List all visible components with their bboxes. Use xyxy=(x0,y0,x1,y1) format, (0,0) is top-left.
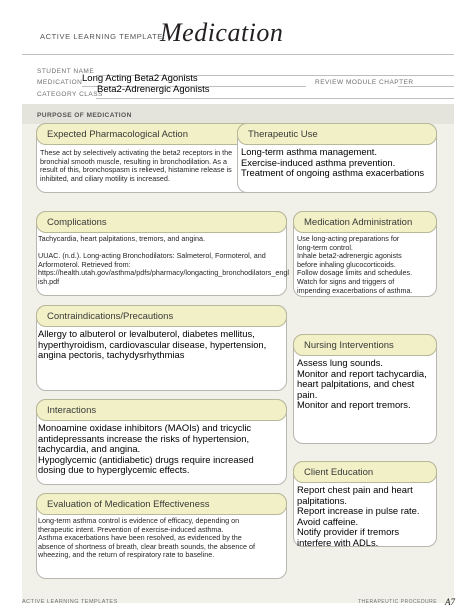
expected-action-title: Expected Pharmacological Action xyxy=(36,123,267,145)
category-class-label: CATEGORY CLASS xyxy=(37,91,103,98)
footer-left: ACTIVE LEARNING TEMPLATES xyxy=(22,599,118,605)
education-title: Client Education xyxy=(293,461,437,483)
administration-title: Medication Administration xyxy=(293,211,437,233)
nursing-title: Nursing Interventions xyxy=(293,334,437,356)
purpose-title: PURPOSE OF MEDICATION xyxy=(37,112,132,119)
contraindications-text[interactable]: Allergy to albuterol or levalbuterol, diabetes mellitus, hyperthyroidism, cardiovascular disease, hypertension, angina pectoris, tachydysrhythmias xyxy=(38,328,267,361)
header-rule xyxy=(22,54,454,55)
review-module-line xyxy=(398,86,454,87)
review-module-label: REVIEW MODULE CHAPTER xyxy=(315,79,414,86)
evaluation-title: Evaluation of Medication Effectiveness xyxy=(36,493,287,515)
therapeutic-use-title: Therapeutic Use xyxy=(237,123,437,145)
category-class-line xyxy=(96,98,454,99)
interactions-text[interactable]: Monoamine oxidase inhibitors (MAOIs) and tricyclic antidepressants increase the risks of hypertension, tachycardia, and angina. Hypoglycemic (antidiabetic) drugs require increased dosing due to hyperglycemic effects. xyxy=(38,422,254,476)
page-title: Medication xyxy=(160,18,284,47)
medication-label: MEDICATION xyxy=(37,79,83,86)
student-name-label: STUDENT NAME xyxy=(37,68,95,75)
administration-text[interactable]: Use long-acting preparations for long-term control. Inhale beta2-adrenergic agonists before inhaling glucocorticoids. Follow dosage limits and schedules. Watch for signs and triggers of impending exacerbations of asthma. xyxy=(297,234,413,295)
page-number: A7 xyxy=(445,597,455,607)
category-class-value[interactable]: Beta2-Adrenergic Agonists xyxy=(97,84,210,95)
evaluation-text[interactable]: Long-term asthma control is evidence of efficacy, depending on therapeutic intent. Prevention of exercise-induced asthma. Asthma exacerbations have been resolved, as evidenced by the absence of shortness of breath, clear breath sounds, the absence of wheezing, and the return of respiratory rate to baseline. xyxy=(38,516,255,560)
footer-right: THERAPEUTIC PROCEDURE xyxy=(358,599,438,605)
contraindications-title: Contraindications/Precautions xyxy=(36,305,287,327)
complications-title: Complications xyxy=(36,211,287,233)
expected-action-text[interactable]: These act by selectively activating the beta2 receptors in the bronchial smooth muscle, resulting in bronchodilation. As a result of this, bronchospasm is relieved, histamine release is inhibited, and ciliary motility is increased. xyxy=(40,148,233,183)
nursing-text[interactable]: Assess lung sounds. Monitor and report tachycardia, heart palpitations, and chest pain. Monitor and report tremors. xyxy=(297,357,427,411)
template-label: ACTIVE LEARNING TEMPLATE: xyxy=(40,32,166,41)
medication-value[interactable]: Long Acting Beta2 Agonists xyxy=(82,73,198,84)
interactions-title: Interactions xyxy=(36,399,287,421)
complications-text[interactable]: Tachycardia, heart palpitations, tremors, and angina. UUAC. (n.d.). Long-acting Bronchodilators: Salmeterol, Formoterol, and Arformoterol. Retrieved from: https://health.utah.gov/asthma/pdfs/pharmacy/longacting_bronchodilators_engl ish.pdf xyxy=(38,234,289,286)
therapeutic-use-text[interactable]: Long-term asthma management. Exercise-induced asthma prevention. Treatment of ongoing asthma exacerbations xyxy=(241,146,425,179)
education-text[interactable]: Report chest pain and heart palpitations. Report increase in pulse rate. Avoid caffeine. Notify provider if tremors interfere with ADLs. xyxy=(297,484,420,548)
